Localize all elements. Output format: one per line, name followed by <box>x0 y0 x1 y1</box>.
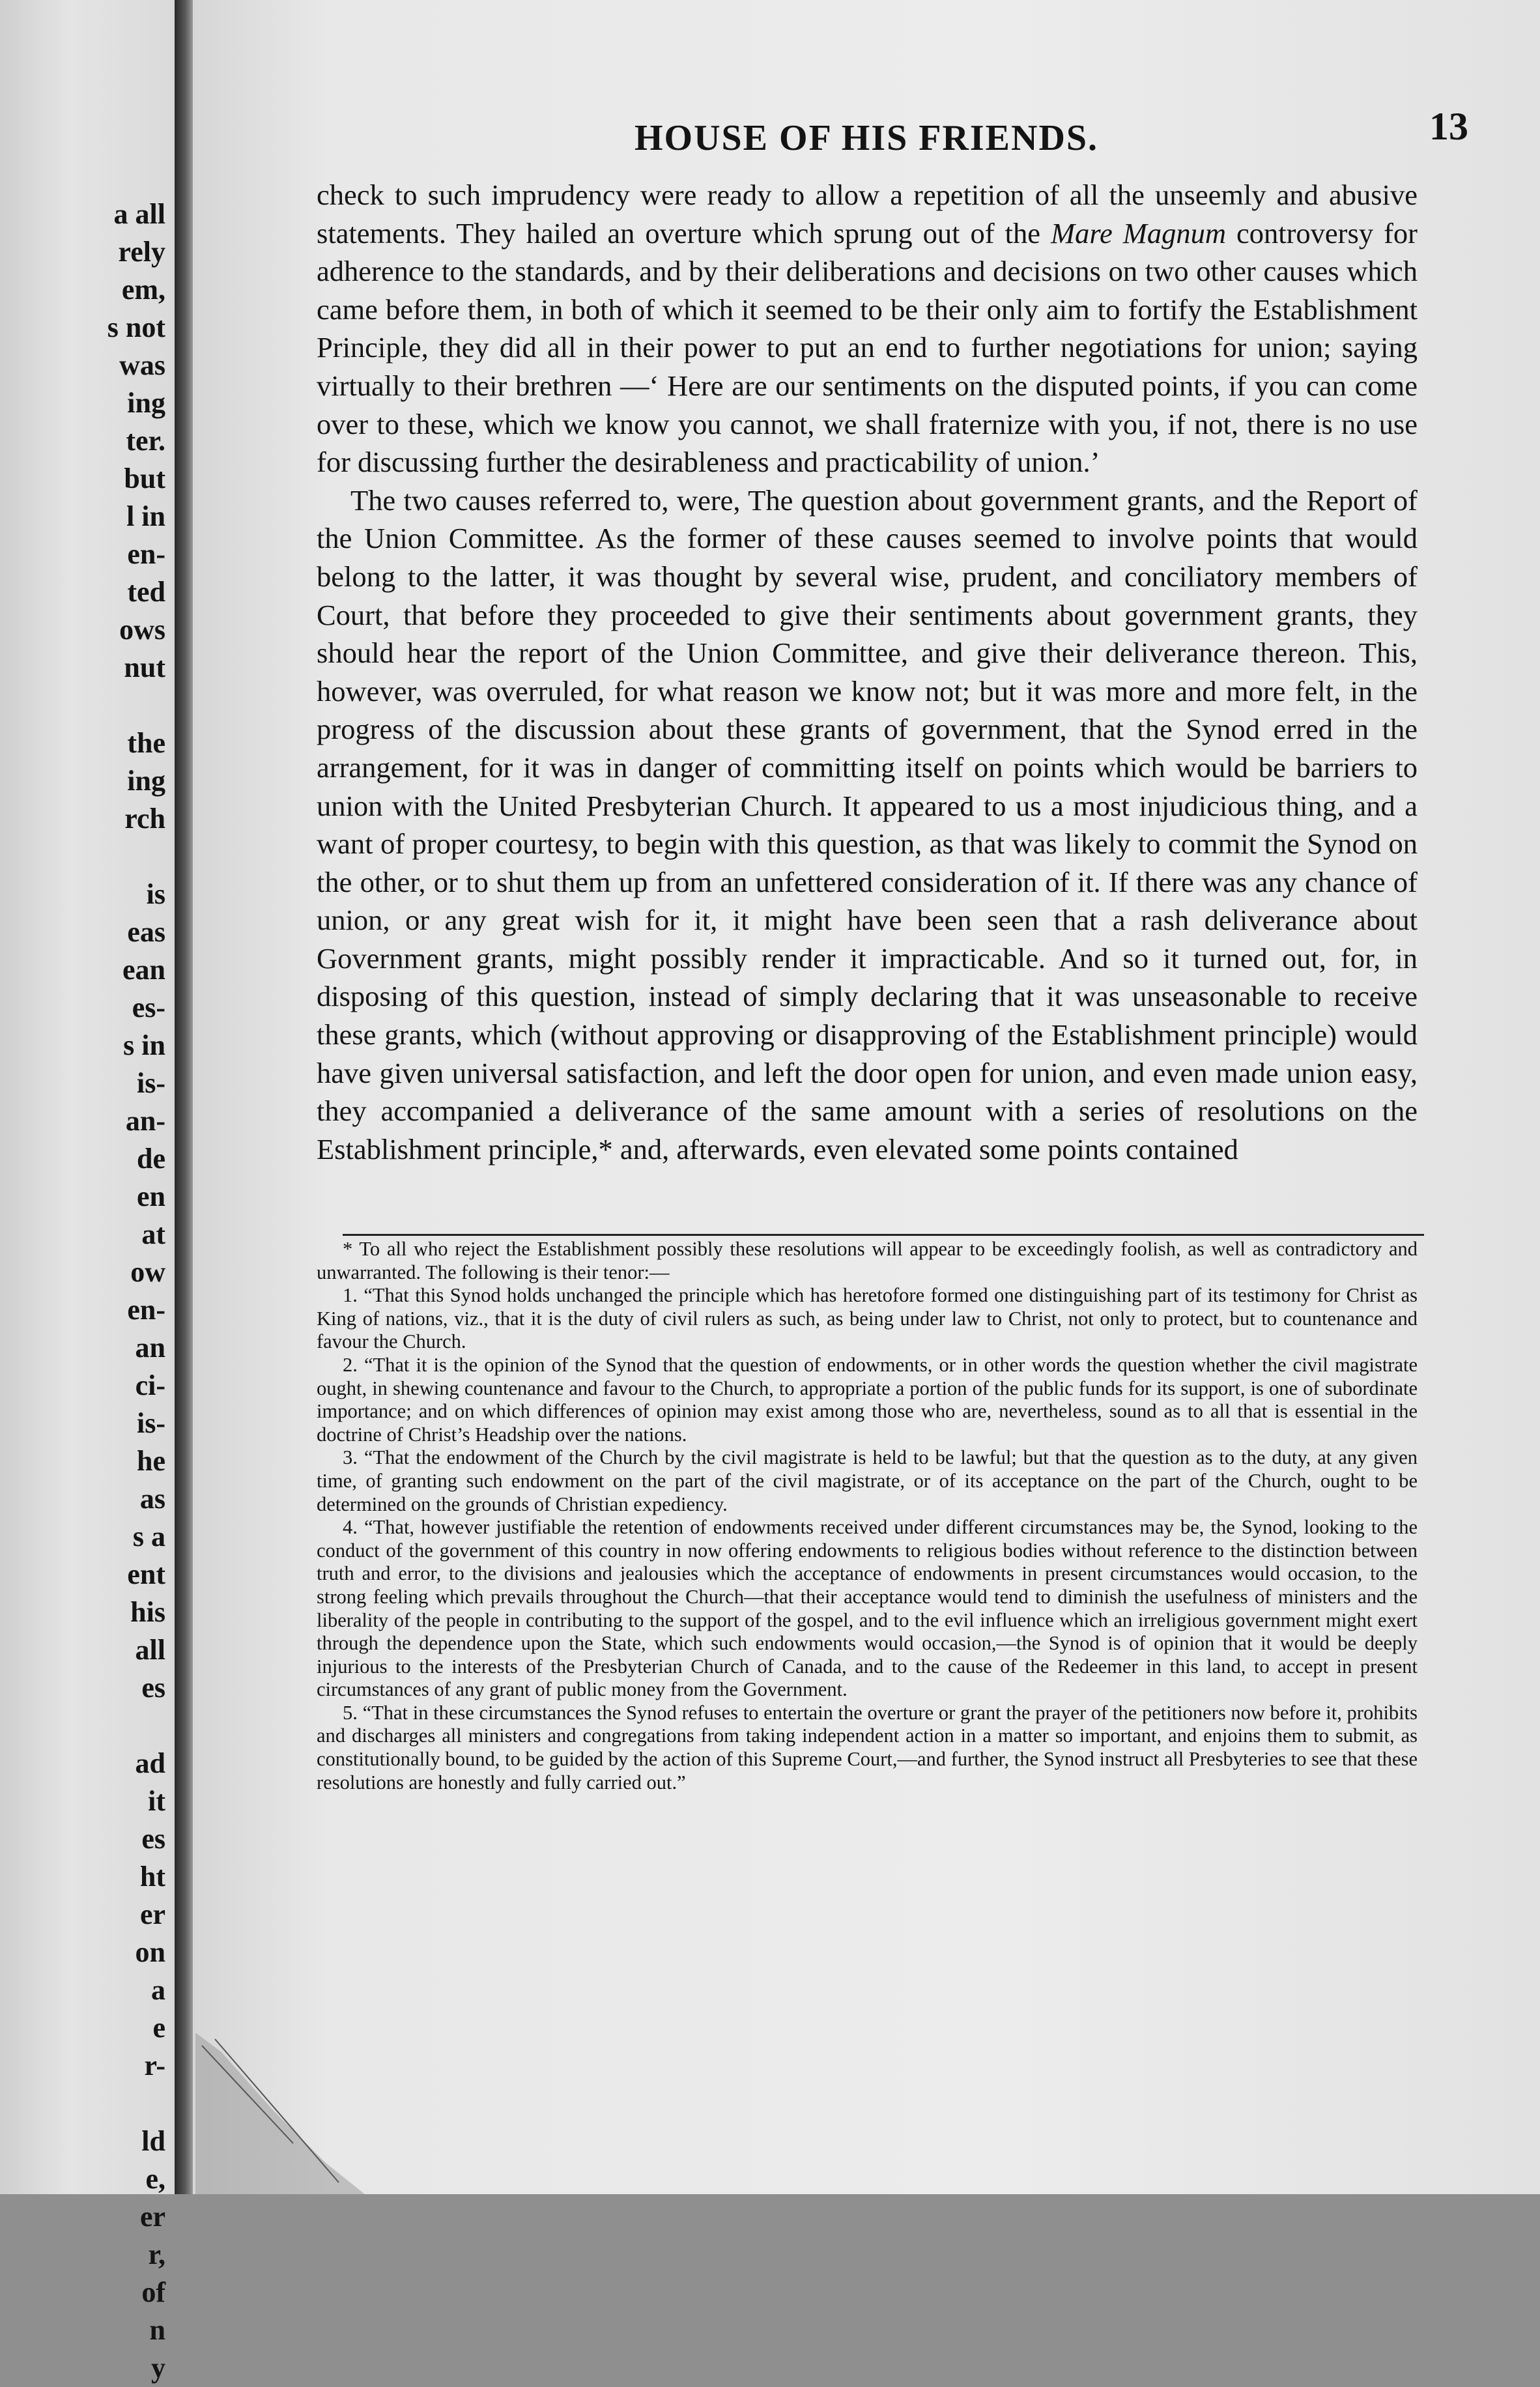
left-fragment-line: is- <box>137 1067 165 1099</box>
left-fragment-line: s not <box>107 311 165 343</box>
left-fragment-line: l in <box>126 500 165 532</box>
left-fragment-line: de <box>137 1143 165 1175</box>
left-fragment-line: e <box>152 2012 165 2044</box>
left-fragment-line <box>107 838 165 876</box>
paragraph-2: The two causes referred to, were, The question about government grants, and the Report of the Union Committee. As the former of these causes seemed to involve points that would belong to the latter, it was thought by several wise, prudent, and conciliatory members of Court, that before they proceeded to give their sentiments about government grants, they should hear the report of the Union Committee, and give their deliverance thereon. This, however, was overruled, for what reason we know not; but it was more and more felt, in the progress of the discussion about these grants of government, that the Synod erred in the arrangement, for it was in danger of committing itself on points which would be barriers to union with the United Presbyterian Church. It appeared to us a most injudicious thing, and a want of proper courtesy, to begin with this question, as that was likely to commit the Synod on the other, or to shut them up from an unfettered consideration of it. If there was any chance of union, or any great wish for it, it might have been seen that a rash deliverance about Government grants, might possibly render it impracticable. And so it turned out, for, in disposing of this question, instead of simply declaring that it was unseasonable to receive these grants, which (without approving or disapproving of the Establishment principle) would have given universal satisfaction, and left the door open for union, and even made union easy, they accompanied a deliverance of the same amount with a series of resolutions on the Establishment principle,* and, afterwards, even elevated some points contained <box>317 483 1418 1165</box>
left-fragment-line: rch <box>124 803 165 835</box>
left-fragment-line: ad <box>135 1747 165 1779</box>
left-fragment-line: as <box>139 1483 165 1515</box>
footnote-rule <box>343 1234 1424 1236</box>
left-fragment-line: eas <box>127 916 165 948</box>
paragraph-1-italic: Mare Magnum <box>1051 216 1226 250</box>
left-fragment-line: en- <box>127 538 165 570</box>
right-page <box>193 0 1540 2194</box>
left-fragment-line: ht <box>139 1861 165 1893</box>
resolution-4: 4. “That, however justifiable the retention of endowments received under different circumstances may be, the Synod, looking to the conduct of the government of this country in now offering endowments to religious bodies without reference to the distinction between truth and error, to the divisions and jealousies which the acceptance of endowments in present circumstances would occasion, to the strong feeling which prevails throughout the Church—that their acceptance would tend to diminish the usefulness of ministers and the liberality of the people in contributing to the support of the gospel, and to the evil influence which an irreligious government might exert through the dependence upon the State, which such endowments would occasion,—the Synod is of opinion that it would be deeply injurious to the interests of the Presbyterian Church of Canada, and to the cause of the Redeemer in this land, to accept in present circumstances of any grant of public money from the Government. <box>317 1516 1418 1701</box>
torn-corner-decoration <box>195 2033 365 2194</box>
left-fragment-line <box>107 687 165 724</box>
left-fragment-line: r- <box>144 2050 165 2081</box>
body-text <box>317 176 1418 1168</box>
left-fragment-line: a <box>151 1974 165 2006</box>
left-fragment-line: er <box>139 1898 165 1930</box>
footnote-block <box>317 1238 1418 1794</box>
left-fragment-line: s a <box>132 1521 165 1552</box>
paragraph-1-part-a: check to such imprudency were ready to allow a repetition of all the unseemly and abusive statements. They hailed an overture which sprung out of the <box>317 179 1418 250</box>
left-fragment-line: en <box>137 1180 165 1212</box>
left-fragment-line: a all <box>113 198 165 230</box>
left-fragment-line: s in <box>123 1029 165 1061</box>
left-page-fragment <box>0 0 175 2384</box>
resolution-3: 3. “That the endowment of the Church by the civil magistrate is held to be lawful; but that the question as to the duty, at any given time, of granting such endowment on the part of the civil magistrate, or of its acceptance on the part of the Church, ought to be determined on the grounds of Christian expediency. <box>317 1446 1418 1515</box>
left-fragment-line: n <box>149 2314 165 2346</box>
left-fragment-line: at <box>141 1218 165 1250</box>
left-fragment-line: ow <box>130 1256 165 1288</box>
left-fragment-line: e, <box>145 2163 165 2195</box>
resolution-2: 2. “That it is the opinion of the Synod that the question of endowments, or in other words the question whether the civil magistrate ought, in shewing countenance and favour to the Church, to appropriate a portion of the public funds for its support, is one of subordinate importance; and on which differences of opinion may exist among those who are, nevertheless, sound as to all that is essential in the doctrine of Christ’s Headship over the nations. <box>317 1353 1418 1446</box>
left-fragment-line: an- <box>125 1105 165 1137</box>
left-fragment-line: ld <box>141 2125 165 2157</box>
left-fragment-line: em, <box>121 274 165 306</box>
running-head: HOUSE OF HIS FRIENDS. <box>634 118 1099 158</box>
left-fragment-line: but <box>124 463 165 494</box>
left-fragment-line: was <box>119 349 165 381</box>
left-fragment-line: er <box>139 2201 165 2233</box>
left-fragment-line: he <box>137 1445 165 1477</box>
left-fragment-line: it <box>148 1785 165 1817</box>
resolution-5: 5. “That in these circumstances the Synod refuses to entertain the overture or grant the prayer of the petitioners now before it, prohibits and discharges all ministers and congregations from taking independent action in a matter so important, and enjoins them to submit, as constitutionally bound, to be guided by the action of this Supreme Court,—and further, the Synod instruct all Presbyteries to see that these resolutions are honestly and fully carried out.” <box>317 1701 1418 1794</box>
left-fragment-line: ci- <box>135 1369 165 1401</box>
book-gutter <box>175 0 193 2194</box>
left-fragment-line: r, <box>148 2238 165 2270</box>
left-fragment-line: ows <box>119 614 165 646</box>
left-fragment-line: on <box>135 1936 165 1968</box>
resolution-1: 1. “That this Synod holds unchanged the principle which has heretofore formed one distinguishing part of its testimony for Christ as King of nations, viz., that it is the duty of civil rulers as such, as being under law to Christ, not only to protect, but to countenance and favour the Church. <box>317 1284 1418 1353</box>
left-fragment-line: es- <box>132 992 165 1023</box>
left-fragment-line: ted <box>127 576 165 608</box>
left-fragment-line <box>107 1707 165 1745</box>
page-number: 13 <box>1429 105 1468 148</box>
left-fragment-line: es <box>141 1823 165 1855</box>
left-fragment-line: ter. <box>126 425 165 457</box>
paragraph-1 <box>317 176 1418 481</box>
footnote-intro: * To all who reject the Establishment possibly these resolutions will appear to be exceedingly foolish, as well as contradictory and unwarranted. The following is their tenor:— <box>317 1238 1418 1283</box>
left-fragment-line: all <box>135 1634 165 1666</box>
left-fragment-line: is- <box>137 1407 165 1439</box>
left-fragment-line: an <box>135 1332 165 1364</box>
left-fragment-line: the <box>127 727 165 759</box>
left-fragment-line: y <box>151 2352 165 2384</box>
left-fragment-line: ent <box>127 1558 165 1590</box>
left-fragment-line: en- <box>127 1294 165 1326</box>
left-page-text-fragments <box>107 195 165 2387</box>
left-fragment-line <box>107 2085 165 2123</box>
left-fragment-line: of <box>141 2276 165 2308</box>
left-fragment-line: his <box>130 1596 165 1628</box>
left-fragment-line: ean <box>122 954 165 986</box>
left-fragment-line: ing <box>127 765 165 797</box>
left-fragment-line: es <box>141 1672 165 1704</box>
paragraph-1-part-b: controversy for adherence to the standards, and by their deliberations and decisions on two other causes which came before them, in both of which it seemed to be their only aim to fortify the Establishment Principle, they did all in their power to put an end to further negotiations for union; saying virtually to their brethren —‘ Here are our sentiments on the disputed points, if you can come over to these, which we know you cannot, we shall fraternize with you, if not, there is no use for discussing further the desirableness and practicability of union.’ <box>317 216 1418 479</box>
left-fragment-line: ing <box>127 387 165 419</box>
left-fragment-line: nut <box>124 651 165 683</box>
left-fragment-line: rely <box>118 236 165 268</box>
left-fragment-line: is <box>146 878 165 910</box>
